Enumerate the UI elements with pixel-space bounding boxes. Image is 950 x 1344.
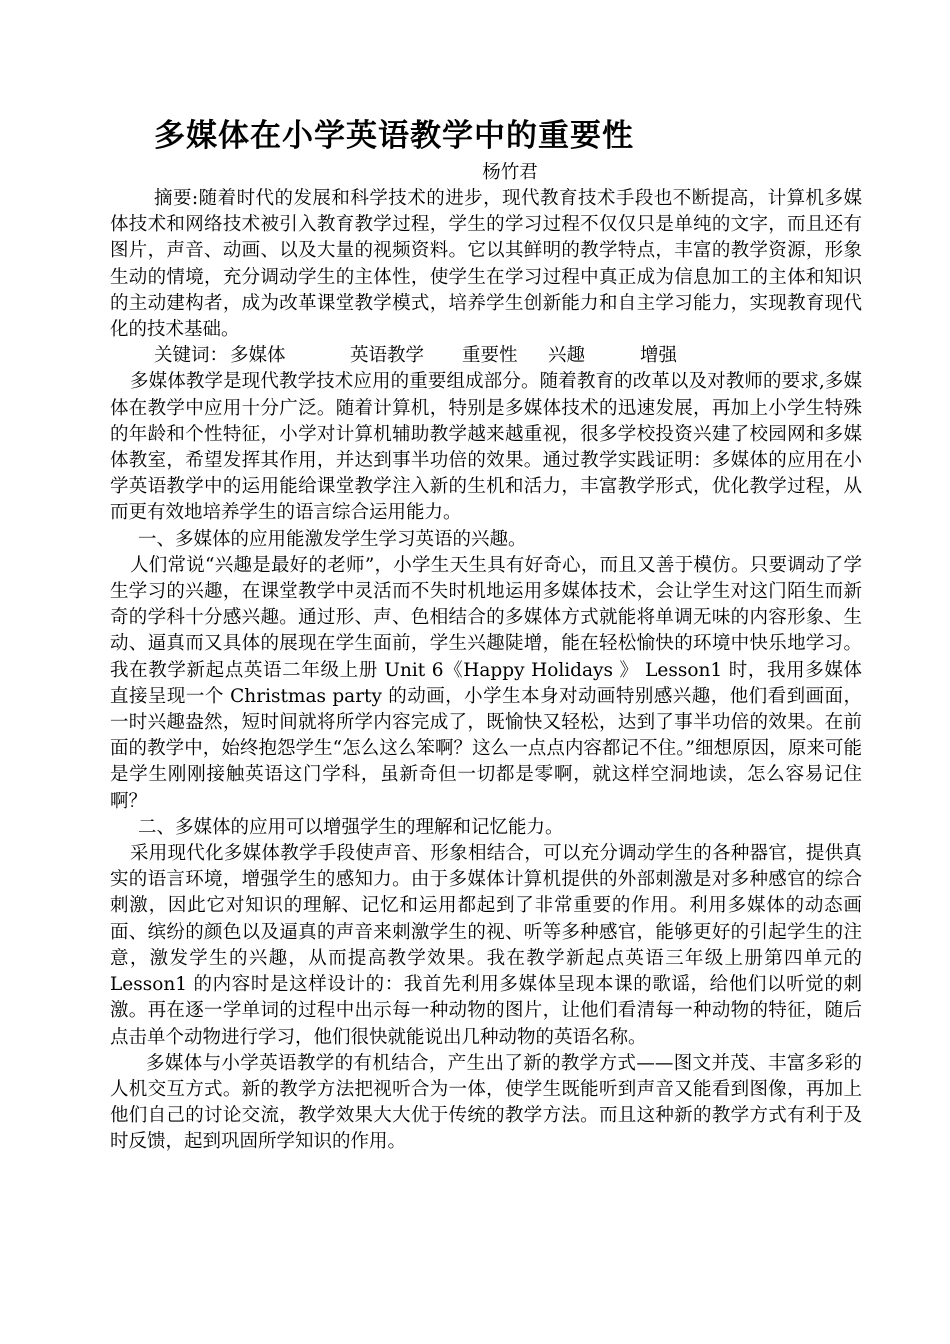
abstract-paragraph: 摘要:随着时代的发展和科学技术的进步，现代教育技术手段也不断提高，计算机多媒体技术和网络技术被引入教育教学过程，学生的学习过程不仅仅只是单纯的文字，而且还有图片，声音、动画、以及大量的视频资料。它以其鲜明的教学特点，丰富的教学资源，形象生动的情境，充分调动学生的主体性，使学生在学习过程中真正成为信息加工的主体和知识的主动建构者，成为改革课堂教学模式，培养学生创新能力和自主学习能力，实现教育现代化的技术基础。 <box>110 188 862 341</box>
author-name: 杨竹君 <box>482 162 538 183</box>
section-heading-2: 二、多媒体的应用可以增强学生的理解和记忆能力。 <box>138 816 564 838</box>
keyword: 增强 <box>640 345 678 367</box>
section-heading-1: 一、多媒体的应用能激发学生学习英语的兴趣。 <box>138 528 527 550</box>
conclusion-paragraph: 多媒体与小学英语教学的有机结合，产生出了新的教学方式——图文并茂、丰富多彩的人机交互方式。新的教学方法把视听合为一体，使学生既能听到声音又能看到图像，再加上他们自己的讨论交流，教学效果大大优于传统的教学方法。而且这种新的教学方式有利于及时反馈，起到巩固所学知识的作用。 <box>110 1052 862 1153</box>
keyword: 兴趣 <box>548 345 586 367</box>
keywords-label: 关键词： <box>154 345 229 367</box>
section-2-paragraph: 采用现代化多媒体教学手段使声音、形象相结合，可以充分调动学生的各种器官，提供真实的语言环境，增强学生的感知力。由于多媒体计算机提供的外部刺激是对多种感官的综合刺激，因此它对知识的理解、记忆和运用都起到了非常重要的作用。利用多媒体的动态画面、缤纷的颜色以及逼真的声音来刺激学生的视、听等多种感官，能够更好的引起学生的注意，激发学生的兴趣，从而提高教学效果。我在教学新起点英语三年级上册第四单元的 Lesson1 的内容时是这样设计的：我首先利用多媒体呈现本课的歌谣，给他们以听觉的刺激。再在逐一学单词的过程中出示每一种动物的图片，让他们看清每一种动物的特征，随后点击单个动物进行学习，他们很快就能说出几种动物的英语名称。 <box>110 843 862 1048</box>
keyword: 英语教学 <box>350 345 425 367</box>
section-1-paragraph: 人们常说“兴趣是最好的老师”，小学生天生具有好奇心，而且又善于模仿。只要调动了学生学习的兴趣，在课堂教学中灵活而不失时机地运用多媒体技术，会让学生对这门陌生而新奇的学科十分感兴趣。通过形、声、色相结合的多媒体方式就能将单调无味的内容形象、生动、逼真而又具体的展现在学生面前，学生兴趣陡增，能在轻松愉快的环境中快乐地学习。我在教学新起点英语二年级上册 Unit 6《Happy Holidays 》 Lesson1 时，我用多媒体直接呈现一个 Christmas party 的动画，小学生本身对动画特别感兴趣，他们看到画面，一时兴趣盎然，短时间就将所学内容完成了，既愉快又轻松，达到了事半功倍的效果。在前面的教学中，始终抱怨学生“怎么这么笨啊？这么一点点内容都记不住。”细想原因，原来可能是学生刚刚接触英语这门学科，虽新奇但一切都是零啊，就这样空洞地读，怎么容易记住啊？ <box>110 554 862 812</box>
document-page <box>110 112 862 1156</box>
document-title: 多媒体在小学英语教学中的重要性 <box>154 118 634 154</box>
keyword: 多媒体 <box>230 345 286 367</box>
keywords-line <box>110 343 862 369</box>
keyword: 重要性 <box>462 345 518 367</box>
intro-paragraph: 多媒体教学是现代教学技术应用的重要组成部分。随着教育的改革以及对教师的要求,多媒体在教学中应用十分广泛。随着计算机，特别是多媒体技术的迅速发展，再加上小学生特殊的年龄和个性特征，小学对计算机辅助教学越来越重视，很多学校投资兴建了校园网和多媒体教室，希望发挥其作用，并达到事半功倍的效果。通过教学实践证明：多媒体的应用在小学英语教学中的运用能给课堂教学注入新的生机和活力，丰富教学形式，优化教学过程，从而更有效地培养学生的语言综合运用能力。 <box>110 371 862 524</box>
